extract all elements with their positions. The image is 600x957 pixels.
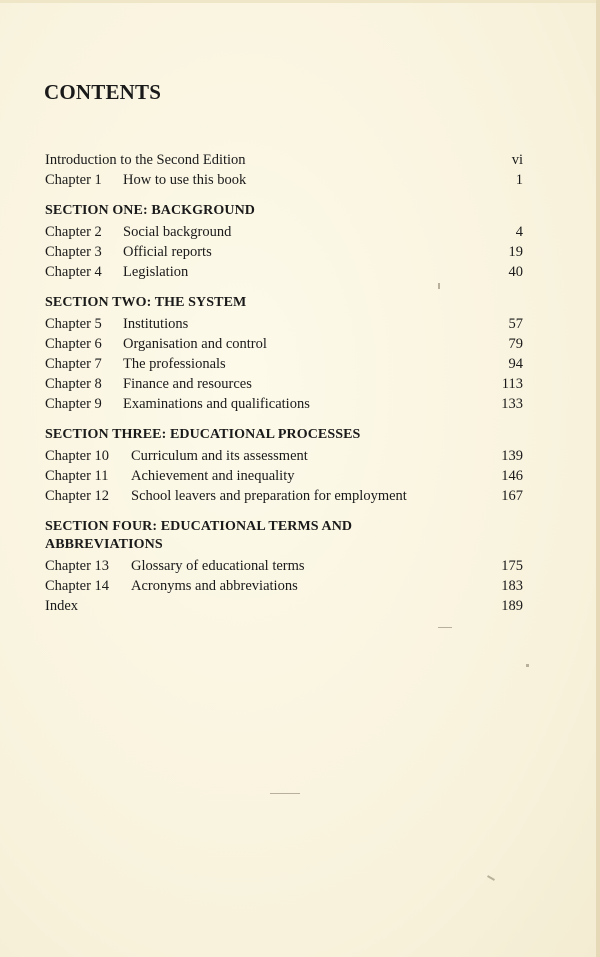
entry-page: 4 <box>515 224 523 240</box>
chapter-title: Curriculum and its assessment <box>131 448 308 464</box>
chapter-number: Chapter 6 <box>45 336 102 352</box>
toc-entry-chapter-4 <box>45 262 523 282</box>
paper-speck <box>487 875 495 881</box>
entry-page: 146 <box>501 468 523 484</box>
page-edge-top <box>0 0 600 3</box>
chapter-title: Social background <box>123 224 232 240</box>
entry-page: 94 <box>508 356 523 372</box>
chapter-title: School leavers and preparation for employment <box>131 488 407 504</box>
entry-page: vi <box>511 152 523 168</box>
section-heading-two: SECTION TWO: THE SYSTEM <box>45 295 247 310</box>
toc-entry-chapter-5 <box>45 314 523 334</box>
entry-page: 1 <box>515 172 523 188</box>
chapter-number: Chapter 9 <box>45 396 102 412</box>
toc-entry-introduction <box>45 150 523 170</box>
toc-entry-chapter-6 <box>45 334 523 354</box>
chapter-title: Organisation and control <box>123 336 267 352</box>
chapter-number: Chapter 7 <box>45 356 102 372</box>
paper-speck <box>270 793 300 794</box>
chapter-number: Chapter 2 <box>45 224 102 240</box>
entry-page: 19 <box>508 244 523 260</box>
chapter-title: Acronyms and abbreviations <box>131 578 298 594</box>
page-edge-right <box>596 0 600 957</box>
entry-page: 167 <box>501 488 523 504</box>
chapter-number: Chapter 8 <box>45 376 102 392</box>
chapter-title: Achievement and inequality <box>131 468 295 484</box>
chapter-number: Chapter 10 <box>45 448 110 464</box>
toc-entry-chapter-7 <box>45 354 523 374</box>
chapter-title: Institutions <box>123 316 189 332</box>
page-title: CONTENTS <box>44 80 162 104</box>
chapter-title: Examinations and qualifications <box>123 396 310 412</box>
entry-label: Introduction to the Second Edition <box>45 152 246 168</box>
chapter-title: Official reports <box>123 244 212 260</box>
chapter-title: How to use this book <box>123 172 247 188</box>
chapter-number: Chapter 14 <box>45 578 110 594</box>
toc-entry-chapter-10 <box>45 446 523 466</box>
chapter-title: Glossary of educational terms <box>131 558 305 574</box>
toc-entry-chapter-3 <box>45 242 523 262</box>
chapter-title: The professionals <box>123 356 226 372</box>
section-heading-four: SECTION FOUR: EDUCATIONAL TERMS AND ABBREVIATIONS <box>45 519 353 552</box>
table-of-contents <box>45 150 523 616</box>
entry-page: 133 <box>501 396 523 412</box>
toc-entry-chapter-2 <box>45 222 523 242</box>
entry-label: Index <box>45 598 79 614</box>
entry-page: 175 <box>501 558 523 574</box>
entry-page: 57 <box>508 316 523 332</box>
chapter-number: Chapter 12 <box>45 488 110 504</box>
section-heading-three: SECTION THREE: EDUCATIONAL PROCESSES <box>45 427 361 442</box>
chapter-number: Chapter 13 <box>45 558 110 574</box>
chapter-number: Chapter 3 <box>45 244 102 260</box>
chapter-number: Chapter 11 <box>45 468 109 484</box>
paper-speck <box>438 283 440 289</box>
entry-page: 40 <box>508 264 523 280</box>
toc-entry-index <box>45 596 523 616</box>
entry-page: 113 <box>501 376 523 392</box>
paper-speck <box>526 664 529 667</box>
chapter-number: Chapter 1 <box>45 172 102 188</box>
toc-entry-chapter-1 <box>45 170 523 190</box>
section-heading-one: SECTION ONE: BACKGROUND <box>45 203 255 218</box>
entry-page: 189 <box>501 598 523 614</box>
entry-page: 79 <box>508 336 523 352</box>
toc-entry-chapter-8 <box>45 374 523 394</box>
chapter-title: Finance and resources <box>123 376 252 392</box>
toc-entry-chapter-11 <box>45 466 523 486</box>
chapter-number: Chapter 4 <box>45 264 102 280</box>
chapter-title: Legislation <box>123 264 189 280</box>
toc-entry-chapter-14 <box>45 576 523 596</box>
entry-page: 183 <box>501 578 523 594</box>
chapter-number: Chapter 5 <box>45 316 102 332</box>
paper-speck <box>438 627 452 628</box>
toc-entry-chapter-9 <box>45 394 523 414</box>
toc-entry-chapter-12 <box>45 486 523 506</box>
toc-entry-chapter-13 <box>45 556 523 576</box>
entry-page: 139 <box>501 448 523 464</box>
